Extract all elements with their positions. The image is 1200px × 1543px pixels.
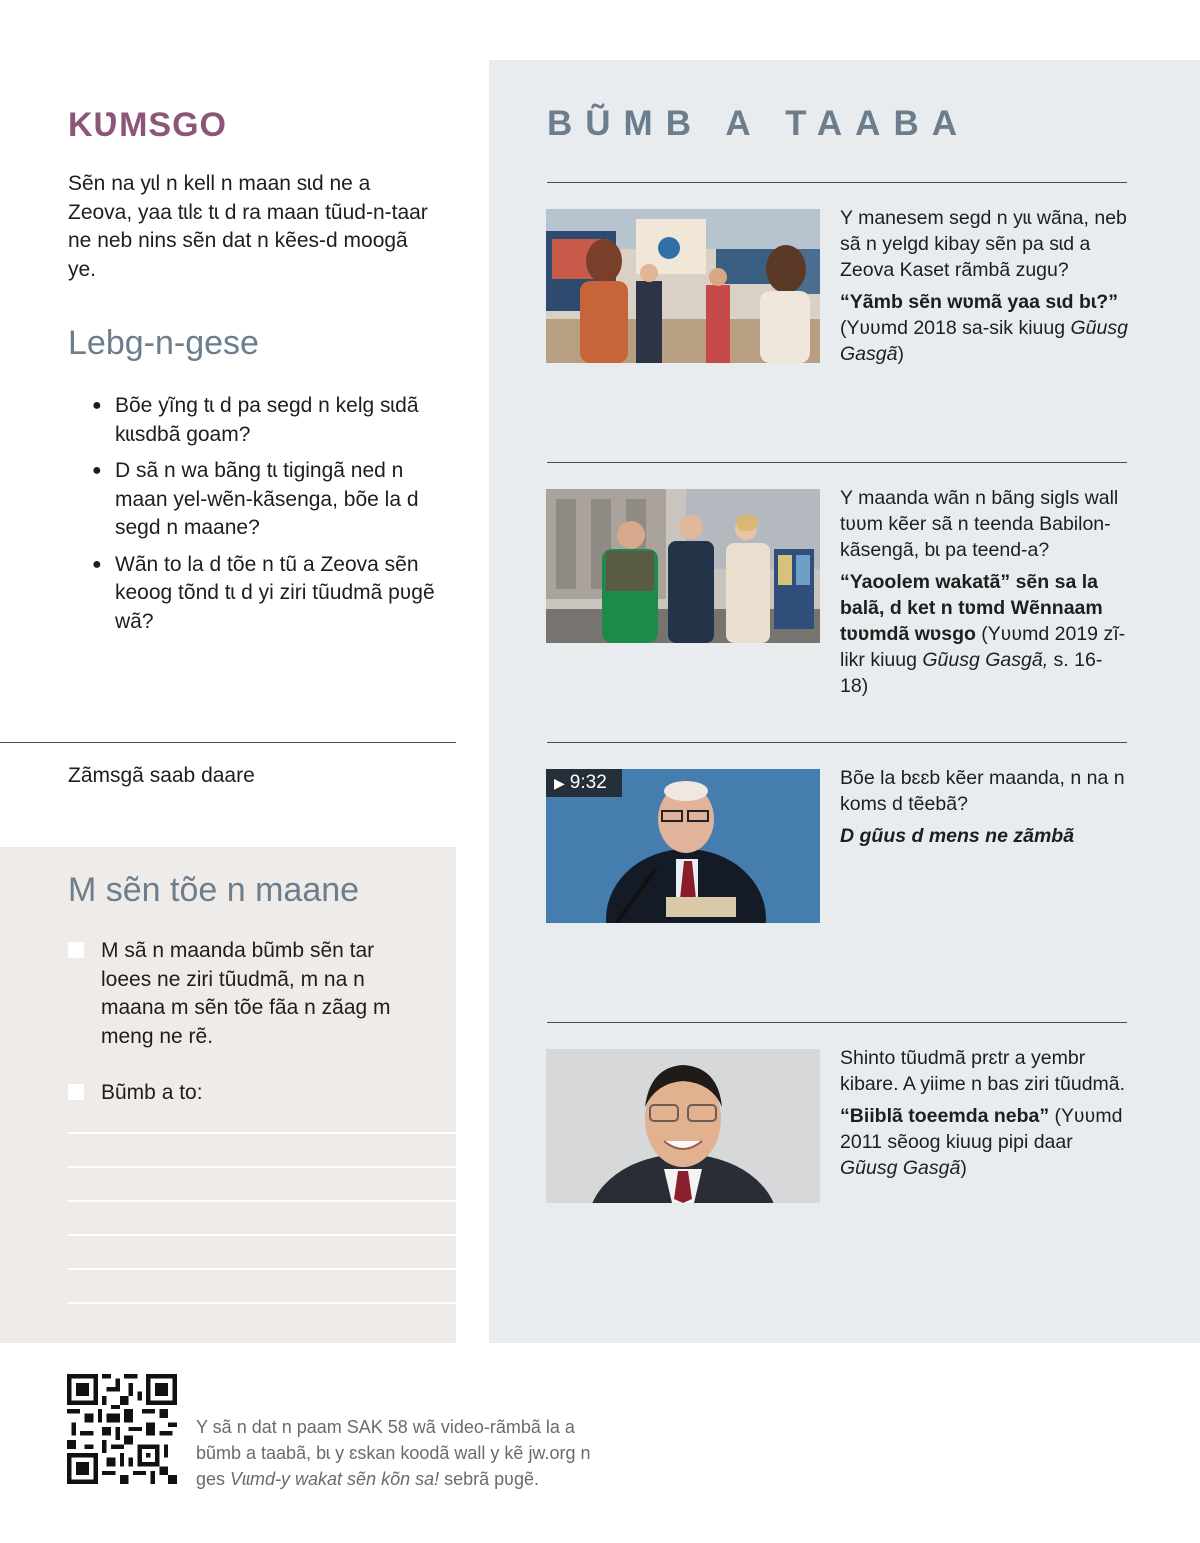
article-image-news[interactable] [546, 209, 820, 363]
article-description: Bõe la bɛɛb kẽer maanda, n na n koms d tẽebã? [840, 767, 1125, 815]
writing-line[interactable] [68, 1166, 456, 1168]
completion-date-label: Zãmsgã saab daare [68, 764, 255, 787]
reference-note-end: ) [960, 1157, 967, 1179]
article-link-title[interactable]: “Biiblã toeemda neba” [840, 1105, 1050, 1127]
bullet-icon: ● [92, 462, 102, 479]
footer-text: Y sã n dat n paam SAK 58 wã video-rãmbã la a bũmb a taabã, bɩ y ɛskan koodã wall y kẽ jw.org n ges [196, 1417, 591, 1489]
divider [547, 182, 1127, 183]
article-image-street[interactable] [546, 489, 820, 643]
article-reference [840, 569, 1130, 699]
question-text: Bõe yĩng tɩ d pa segd n kelg sɩdã kɩɩsdbã goam? [115, 394, 419, 446]
review-title: Lebg-n-gese [68, 324, 259, 362]
article-link-title[interactable]: “Yaoolem wakatã” sẽn sa la balã, d ket n tʋmd Wẽnnaam tʋʋmdã wʋsgo [840, 571, 1103, 645]
reference-note-end: ) [897, 343, 904, 365]
divider [547, 462, 1127, 463]
video-title[interactable]: D gũus d mens ne zãmbã [840, 825, 1075, 847]
goals-title: M sẽn tõe n maane [68, 871, 360, 909]
article-description: Y maanda wãn n bãng sigls wall tʋʋm kẽer sã n teenda Babilon-kãsengã, bɩ pa teend-a? [840, 487, 1119, 561]
footer-text-end: sebrã pʋgẽ. [439, 1469, 540, 1489]
writing-line[interactable] [68, 1132, 456, 1134]
article-text-3 [840, 765, 1130, 849]
reference-note-end: s. 16-18) [840, 649, 1103, 697]
footer-book-title[interactable]: Vɩɩmd-y wakat sẽn kõn sa! [230, 1469, 440, 1489]
writing-line[interactable] [68, 1200, 456, 1202]
footer-note [196, 1414, 616, 1492]
divider [547, 1022, 1127, 1023]
goal-checkbox[interactable] [68, 942, 84, 958]
publication-name: Gũusg Gasgã, [922, 649, 1049, 671]
divider [547, 742, 1127, 743]
review-question [92, 392, 454, 449]
review-question [92, 457, 454, 543]
goal-text: M sã n maanda bũmb sẽn tar loees ne ziri tũudmã, m na n maana m sẽn tõe fãa n zãag m meng ne rẽ. [101, 939, 391, 1048]
video-duration: 9:32 [569, 772, 607, 793]
article-link-title[interactable]: “Yãmb sẽn wʋmã yaa sɩd bɩ?” [840, 291, 1118, 313]
goal-checkbox[interactable] [68, 1084, 84, 1100]
qr-code-icon[interactable] [67, 1374, 177, 1484]
news-screens-illustration [546, 209, 820, 363]
smiling-man-portrait [546, 1049, 820, 1203]
bullet-icon: ● [92, 397, 102, 414]
bullet-icon: ● [92, 555, 102, 573]
reference-note: (Yʋʋmd 2011 sẽoog kiuug pipi daar [840, 1105, 1123, 1153]
article-reference [840, 1103, 1130, 1181]
question-text: Wãn to la d tõe n tũ a Zeova sẽn keoog tõnd tɩ d yi ziri tũudmã pʋgẽ wã? [115, 552, 435, 633]
article-text-4 [840, 1045, 1130, 1181]
article-text-2 [840, 485, 1130, 699]
review-question [92, 551, 454, 637]
publication-name: Gũusg Gasgã [840, 317, 1128, 365]
lesson-summary-text: Sẽn na yɩl n kell n maan sɩd ne a Zeova, yaa tɩlɛ tɩ d ra maan tũud-n-taar ne neb nins sẽn dat n kẽes-d moogã ye. [68, 172, 428, 281]
article-description: Shinto tũudmã prɛtr a yembr kibare. A yiime n bas ziri tũudmã. [840, 1047, 1126, 1095]
writing-line[interactable] [68, 1302, 456, 1304]
question-text: D sã n wa bãng tɩ tigingã ned n maan yel-wẽn-kãsenga, bõe la d segd n maane? [115, 459, 419, 539]
article-image-portrait[interactable] [546, 1049, 820, 1203]
divider [0, 742, 456, 743]
article-description: Y manesem segd n yɩɩ wãna, neb sã n yelgd kibay sẽn pa sɩd a Zeova Kaset rãmbã zugu? [840, 207, 1127, 281]
reference-note: (Yʋʋmd 2019 zĩ-likr kiuug [840, 623, 1126, 671]
review-questions [92, 392, 454, 644]
street-witnessing-photo [546, 489, 820, 643]
writing-line[interactable] [68, 1268, 456, 1270]
play-icon: ▶ [554, 775, 565, 791]
publication-name: Gũusg Gasgã [840, 1157, 961, 1179]
article-text-1 [840, 205, 1130, 367]
related-heading: BŨMB A TAABA [547, 104, 970, 143]
reference-note: (Yʋʋmd 2018 sa-sik kiuug [840, 317, 1071, 339]
lesson-summary-title: KƲMSGO [68, 106, 227, 144]
writing-line[interactable] [68, 1234, 456, 1236]
article-reference [840, 289, 1130, 367]
video-duration-badge[interactable] [546, 769, 622, 797]
goal-item [68, 1079, 428, 1108]
goal-item [68, 937, 428, 1051]
goal-text: Bũmb a to: [101, 1081, 203, 1104]
